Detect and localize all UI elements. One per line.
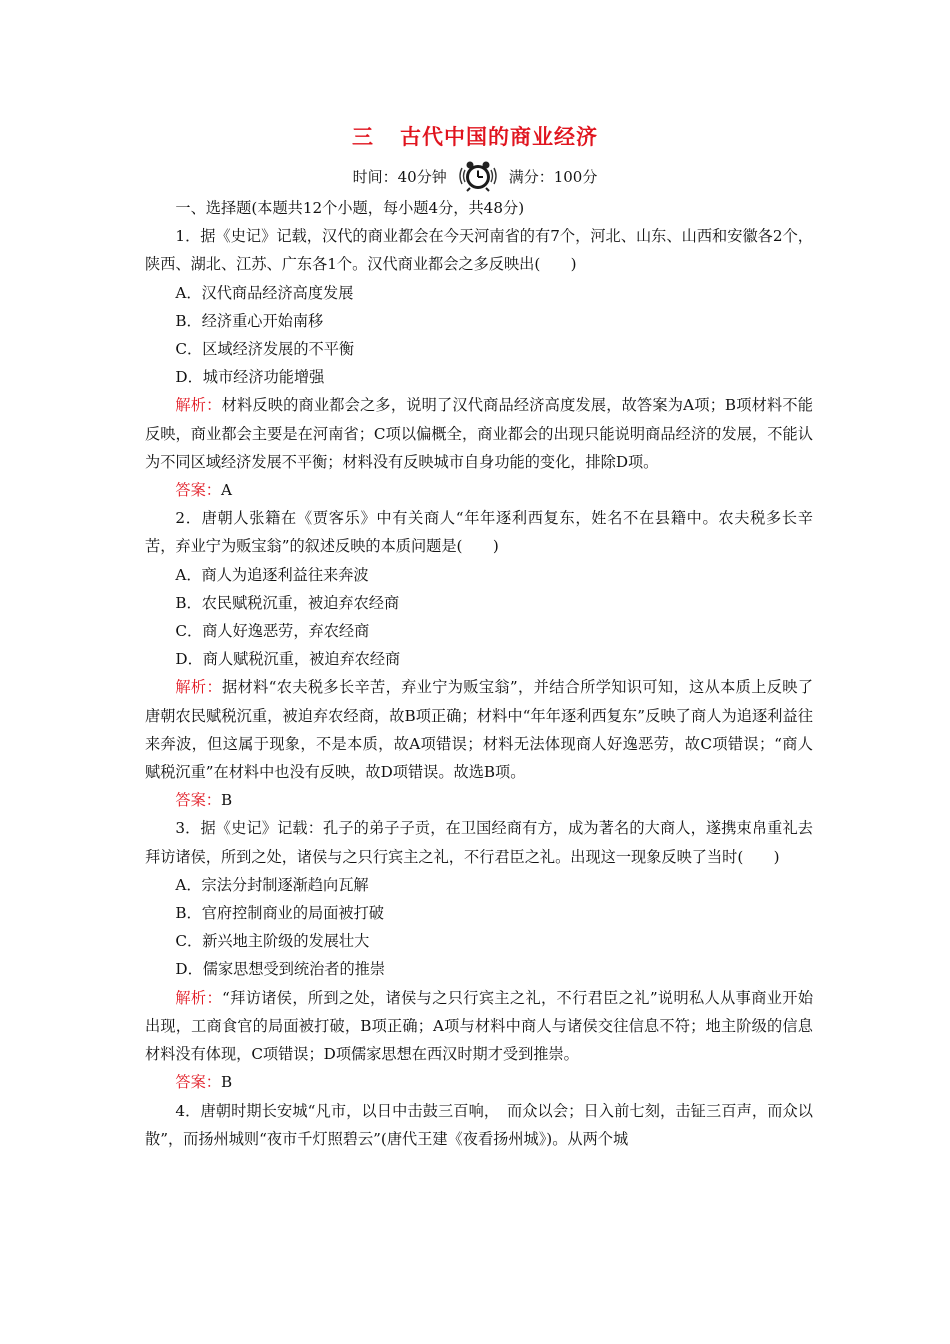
- option-d: D．商人赋税沉重，被迫弃农经商: [175, 650, 401, 669]
- option-c: C．区域经济发展的不平衡: [175, 340, 355, 359]
- exam-body: [145, 194, 813, 1153]
- option-c: C．商人好逸恶劳，弃农经商: [175, 622, 370, 641]
- analysis-label: 解析：: [175, 396, 222, 415]
- analysis-text: 据材料“农夫税多长辛苦，弃业宁为贩宝翁”，并结合所学知识可知，这从本质上反映了唐朝农民赋税沉重，被迫弃农经商，故B项正确；材料中“年年逐利西复东”反映了商人为追逐利益往来奔波，但这属于现象，不是本质，故A项错误；材料无法体现商人好逸恶劳，故C项错误；“商人赋税沉重”在材料中也没有反映，故D项错误。故选B项。: [145, 678, 814, 782]
- answer: [145, 476, 813, 504]
- option-a: A．宗法分封制逐渐趋向瓦解: [175, 875, 369, 894]
- option-a: A．汉代商品经济高度发展: [175, 283, 354, 302]
- question-stem: 3．据《史记》记载：孔子的弟子子贡，在卫国经商有方，成为著名的大商人，遂携束帛重礼去拜访诸侯，所到之处，诸侯与之只行宾主之礼，不行君臣之礼。出现这一现象反映了当时( ): [145, 819, 813, 866]
- exam-meta: [0, 159, 950, 193]
- answer-label: 答案：: [175, 1073, 221, 1092]
- analysis: [145, 673, 813, 786]
- option-c: C．新兴地主阶级的发展壮大: [175, 932, 370, 951]
- answer-value: B: [220, 791, 233, 810]
- question-stem: 1．据《史记》记载，汉代的商业都会在今天河南省的有7个，河北、山东、山西和安徽各2个，陕西、湖北、江苏、广东各1个。汉代商业都会之多反映出( ): [145, 227, 813, 274]
- analysis-text: 材料反映的商业都会之多，说明了汉代商品经济高度发展，故答案为A项；B项材料不能反映，商业都会主要是在河南省；C项以偏概全，商业都会的出现只能说明商品经济的发展，不能认为不同区域经济发展不平衡；材料没有反映城市自身功能的变化，排除D项。: [145, 396, 813, 471]
- option-b: B．官府控制商业的局面被打破: [175, 904, 384, 923]
- answer: [145, 786, 813, 814]
- option-d: D．城市经济功能增强: [175, 368, 325, 387]
- option-a: A．商人为追逐利益往来奔波: [175, 565, 369, 584]
- question-stem: 2．唐朝人张籍在《贾客乐》中有关商人“年年逐利西复东，姓名不在县籍中。农夫税多长辛苦，弃业宁为贩宝翁”的叙述反映的本质问题是( ): [145, 509, 813, 556]
- answer-value: A: [220, 481, 232, 500]
- title-text: 古代中国的商业经济: [400, 124, 598, 149]
- answer-label: 答案：: [175, 481, 221, 500]
- title-number: 三: [352, 124, 374, 149]
- option-d: D．儒家思想受到统治者的推崇: [175, 960, 386, 979]
- option-b: B．农民赋税沉重，被迫弃农经商: [175, 593, 400, 612]
- analysis: [145, 984, 813, 1069]
- answer-value: B: [220, 1073, 233, 1092]
- time-label: 时间：40分钟: [352, 167, 447, 186]
- score-label: 满分：100分: [508, 167, 598, 186]
- question-stem: 4．唐朝时期长安城“凡市，以日中击鼓三百响， 而众以会；日入前七刻，击钲三百声，而众以散”，而扬州城则“夜市千灯照碧云”(唐代王建《夜看扬州城》)。从两个城: [145, 1101, 813, 1148]
- alarm-clock-icon: [455, 159, 501, 193]
- answer-label: 答案：: [175, 791, 221, 810]
- analysis: [145, 391, 813, 476]
- analysis-label: 解析：: [175, 988, 223, 1007]
- section-heading: 一、选择题(本题共12个小题，每小题4分，共48分): [175, 199, 525, 217]
- analysis-label: 解析：: [175, 678, 223, 697]
- page-title: [0, 121, 950, 151]
- option-b: B．经济重心开始南移: [175, 311, 324, 330]
- answer: [145, 1068, 813, 1096]
- analysis-text: “拜访诸侯，所到之处，诸侯与之只行宾主之礼，不行君臣之礼”说明私人从事商业开始出现，工商食官的局面被打破，B项正确；A项与材料中商人与诸侯交往信息不符；地主阶级的信息材料没有体现，C项错误；D项儒家思想在西汉时期才受到推崇。: [145, 988, 814, 1064]
